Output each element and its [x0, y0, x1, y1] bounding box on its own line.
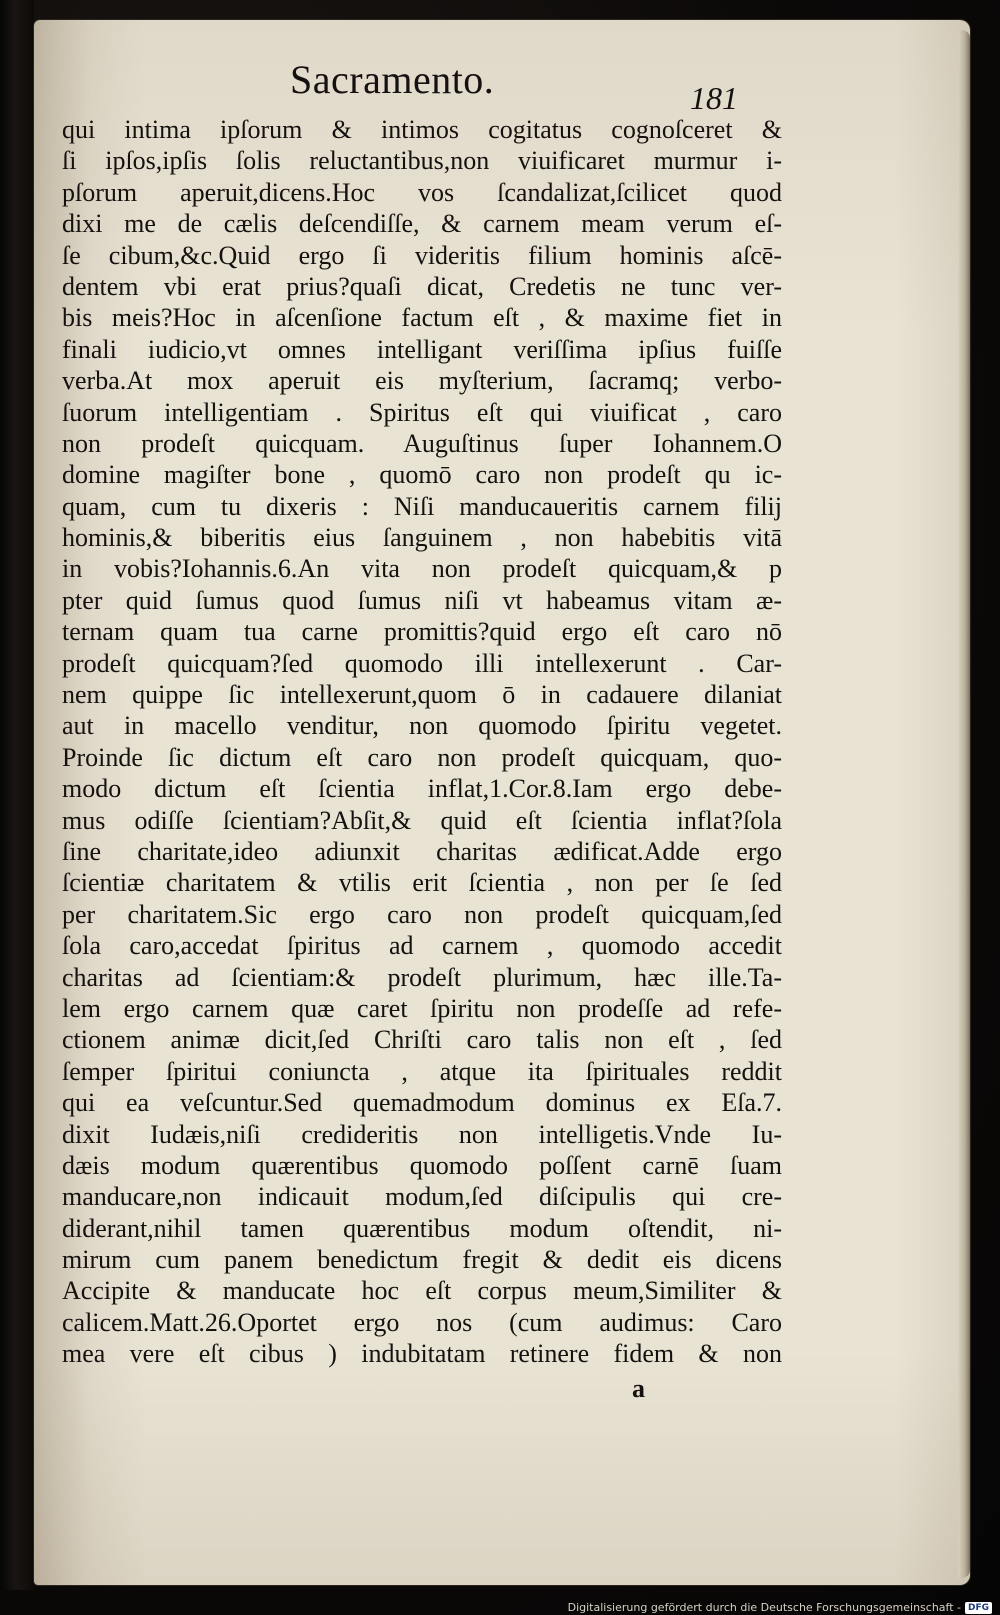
text-line: manducare,non indicauit modum,ſed diſcipulis qui cre-	[62, 1182, 782, 1212]
text-line: ctionem animæ dicit,ſed Chriſti caro talis non eſt , ſed	[62, 1025, 782, 1055]
book-binding-edge	[0, 0, 34, 1590]
text-line: nem quippe ſic intellexerunt,quom ō in cadauere dilaniat	[62, 680, 782, 710]
dfg-logo: DFG	[965, 1602, 992, 1614]
text-line: in vobis?Iohannis.6.An vita non prodeſt quicquam,& p	[62, 554, 782, 584]
text-line: pſorum aperuit,dicens.Hoc vos ſcandalizat,ſcilicet quod	[62, 177, 782, 207]
text-line: calicem.Matt.26.Oportet ergo nos (cum audimus: Caro	[62, 1307, 782, 1337]
text-line: diderant,nihil tamen quærentibus modum oſtendit, ni-	[62, 1213, 782, 1243]
text-line: dæis modum quærentibus quomodo poſſent carnē ſuam	[62, 1150, 782, 1180]
text-line: ternam quam tua carne promittis?quid ergo eſt caro nō	[62, 617, 782, 647]
body-text	[62, 114, 782, 1370]
text-line: lem ergo carnem quæ caret ſpiritu non prodeſſe ad refe-	[62, 993, 782, 1023]
page-edge	[958, 30, 970, 1578]
text-line: dixit Iudæis,niſi credideritis non intelligetis.Vnde Iu-	[62, 1119, 782, 1149]
text-line: ſola caro,accedat ſpiritus ad carnem , quomodo accedit	[62, 931, 782, 961]
text-line: bis meis?Hoc in aſcenſione factum eſt , & maxime fiet in	[62, 303, 782, 333]
text-line: domine magiſter bone , quomō caro non prodeſt qu ic-	[62, 460, 782, 490]
page-number: 181	[690, 80, 738, 116]
text-line: prodeſt quicquam?ſed quomodo illi intellexerunt . Car-	[62, 648, 782, 678]
text-line: Proinde ſic dictum eſt caro non prodeſt quicquam, quo-	[62, 742, 782, 772]
text-line: finali iudicio,vt omnes intelligant veriſſima ipſius fuiſſe	[62, 334, 782, 364]
text-line: ſcientiæ charitatem & vtilis erit ſcientia , non per ſe ſed	[62, 868, 782, 898]
text-line: pter quid ſumus quod ſumus niſi vt habeamus vitam æ-	[62, 585, 782, 615]
text-line: ſine charitate,ideo adiunxit charitas ædificat.Adde ergo	[62, 836, 782, 866]
text-line: ſi ipſos,ipſis ſolis reluctantibus,non viuificaret murmur i-	[62, 146, 782, 176]
text-line: dentem vbi erat prius?quaſi dicat, Credetis ne tunc ver-	[62, 271, 782, 301]
text-line: charitas ad ſcientiam:& prodeſt plurimum, hæc ille.Ta-	[62, 962, 782, 992]
text-line: mirum cum panem benedictum fregit & dedit eis dicens	[62, 1245, 782, 1275]
text-line: quam, cum tu dixeris : Niſi manducaueritis carnem filij	[62, 491, 782, 521]
text-line: ſe cibum,&c.Quid ergo ſi videritis filium hominis aſcē-	[62, 240, 782, 270]
text-line: ſemper ſpiritui coniuncta , atque ita ſpirituales reddit	[62, 1056, 782, 1086]
text-line: modo dictum eſt ſcientia inflat,1.Cor.8.Iam ergo debe-	[62, 774, 782, 804]
text-line: mea vere eſt cibus ) indubitatam retinere fidem & non	[62, 1339, 782, 1369]
running-head: Sacramento.	[290, 57, 495, 102]
text-line: aut in macello venditur, non quomodo ſpiritu vegetet.	[62, 711, 782, 741]
text-line: dixi me de cælis deſcendiſſe, & carnem meam verum eſ-	[62, 209, 782, 239]
text-line: qui intima ipſorum & intimos cogitatus cognoſceret &	[62, 115, 782, 144]
text-line: hominis,& biberitis eius ſanguinem , non habebitis vitā	[62, 523, 782, 553]
text-line: ſuorum intelligentiam . Spiritus eſt qui viuificat , caro	[62, 397, 782, 427]
catchword: a	[632, 1374, 645, 1403]
digitization-credit	[568, 1601, 992, 1614]
text-line: verba.At mox aperuit eis myſterium, ſacramq; verbo-	[62, 366, 782, 396]
text-line: non prodeſt quicquam. Auguſtinus ſuper Iohannem.O	[62, 428, 782, 458]
text-line: mus odiſſe ſcientiam?Abſit,& quid eſt ſcientia inflat?ſola	[62, 805, 782, 835]
credit-text: Digitalisierung gefördert durch die Deutsche Forschungsgemeinschaft -	[567, 1601, 961, 1614]
text-line: qui ea veſcuntur.Sed quemadmodum dominus ex Eſa.7.	[62, 1088, 782, 1118]
text-line: Accipite & manducate hoc eſt corpus meum,Similiter &	[62, 1276, 782, 1306]
text-line: per charitatem.Sic ergo caro non prodeſt quicquam,ſed	[62, 899, 782, 929]
